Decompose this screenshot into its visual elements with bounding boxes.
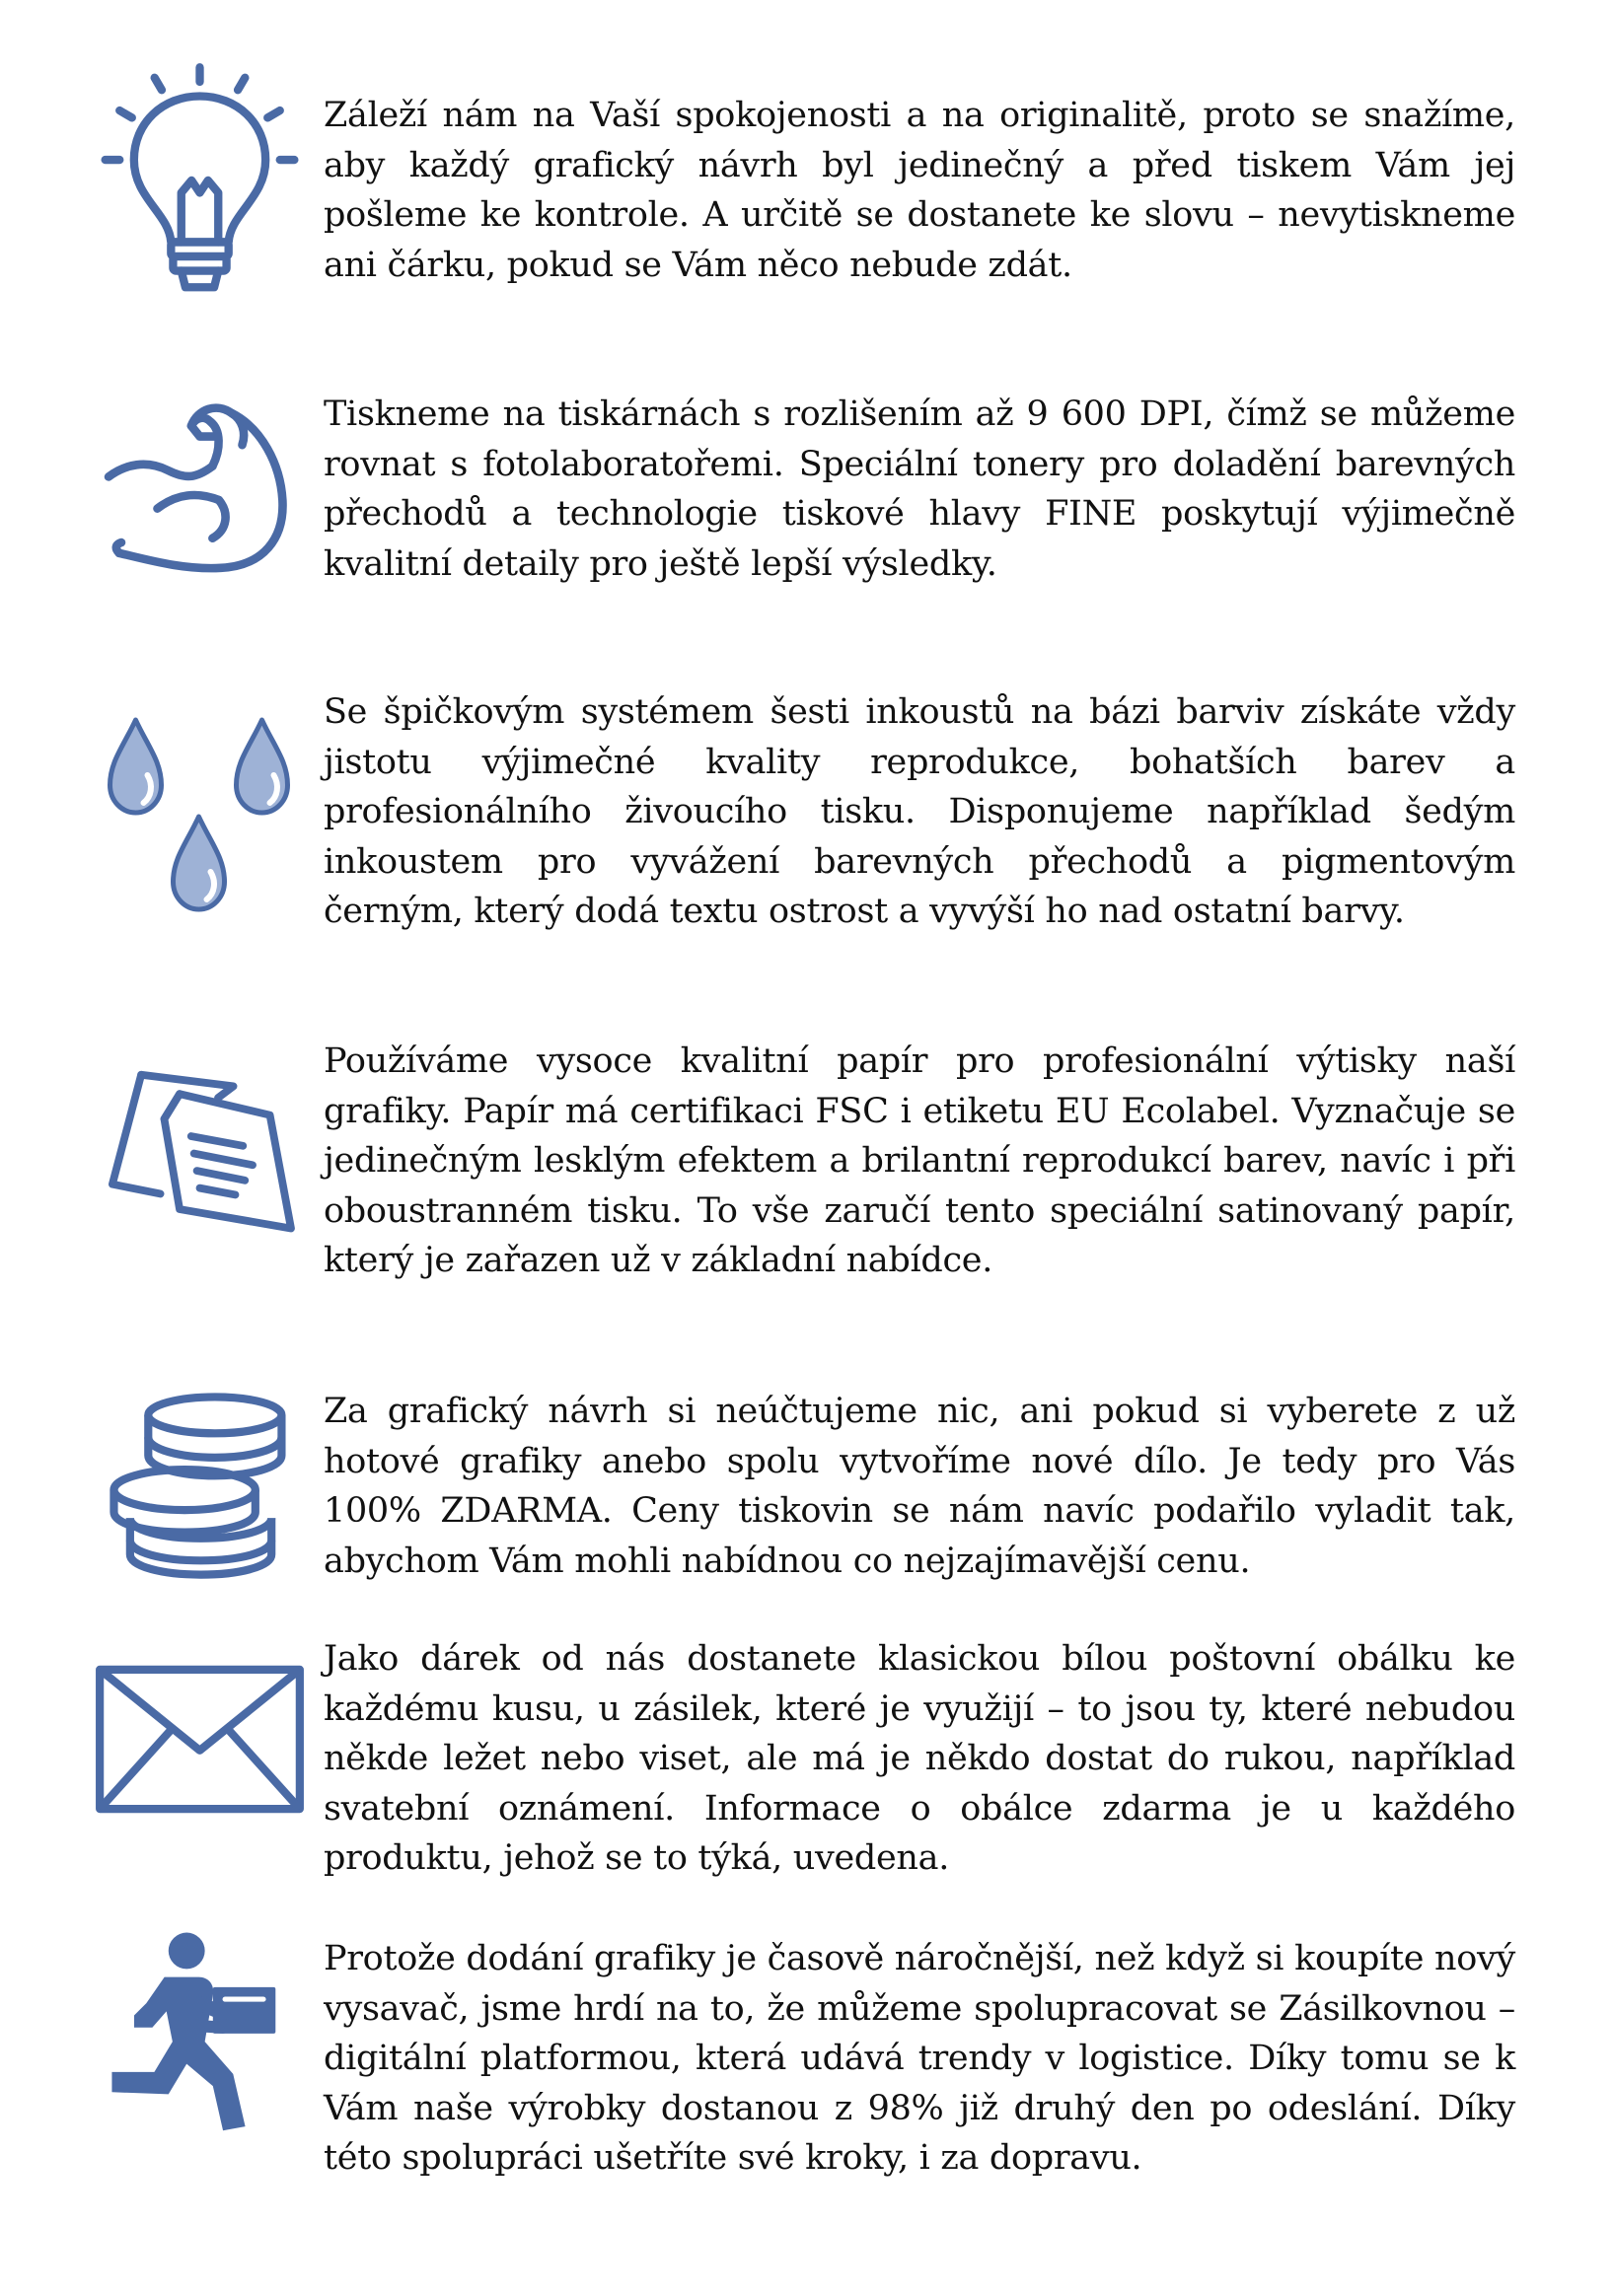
feature-text: Protože dodání grafiky je časově náročnější, než když si koupíte nový vysavač, jsme hrdí na to, že můžeme spolupracovat se Zásilkovnou – digitální platformou, která udává trendy v logistice. Díky tomu se k Vám naše výrobky dostanou z 98% již druhý den po odeslání. Díky této spolupráci ušetříte své kroky, i za dopravu. — [324, 1939, 1515, 2178]
flexed-arm-icon — [94, 387, 306, 584]
feature-text: Používáme vysoce kvalitní papír pro profesionální výtisky naší grafiky. Papír má certifikaci FSC i etiketu EU Ecolabel. Vyznačuje se jedinečným lesklým efektem a brilantní reprodukcí barev, navíc i při oboustranném tisku. To vše zaručí tento speciální satinovaný papír, který je zařazen už v základní nabídce. — [324, 1041, 1515, 1280]
feature-text: Tiskneme na tiskárnách s rozlišením až 9 600 DPI, čímž se můžeme rovnat s fotolaboratořemi. Speciální tonery pro doladění barevných přechodů a technologie tiskové hlavy FINE poskytují výjimečně kvalitní detaily pro ještě lepší výsledky. — [324, 395, 1515, 584]
ink-drops-icon — [94, 710, 306, 927]
feature-text: Záleží nám na Vaší spokojenosti a na originalitě, proto se snažíme, aby každý grafický návrh byl jedinečný a před tiskem Vám jej pošleme ke kontrole. A určitě se dostanete ke slovu – nevytiskneme ani čárku, pokud se Vám něco nebude zdát. — [324, 96, 1515, 285]
paper-sheets-icon — [94, 1065, 306, 1248]
coins-icon — [94, 1389, 306, 1581]
feature-text: Jako dárek od nás dostanete klasickou bílou poštovní obálku ke každému kusu, u zásilek, které je využijí – to jsou ty, které nebudou někde ležet nebo viset, ale má je někdo dostat do rukou, například svatební oznámení. Informace o obálce zdarma je u každého produktu, jehož se to týká, uvedena. — [324, 1639, 1515, 1878]
delivery-courier-icon — [94, 1928, 306, 2145]
lightbulb-icon — [94, 59, 306, 306]
envelope-icon — [94, 1663, 306, 1816]
feature-text: Se špičkovým systémem šesti inkoustů na bázi barviv získáte vždy jistotu výjimečné kvality reprodukce, bohatších barev a profesionálního živoucího tisku. Disponujeme například šedým inkoustem pro vyvážení barevných přechodů a pigmentovým černým, který dodá textu ostrost a vyvýší ho nad ostatní barvy. — [324, 692, 1515, 931]
feature-text: Za grafický návrh si neúčtujeme nic, ani pokud si vyberete z už hotové grafiky anebo spolu vytvoříme nové dílo. Je tedy pro Vás 100% ZDARMA. Ceny tiskovin se nám navíc podařilo vyladit tak, abychom Vám mohli nabídnou co nejzajímavější cenu. — [324, 1392, 1515, 1581]
